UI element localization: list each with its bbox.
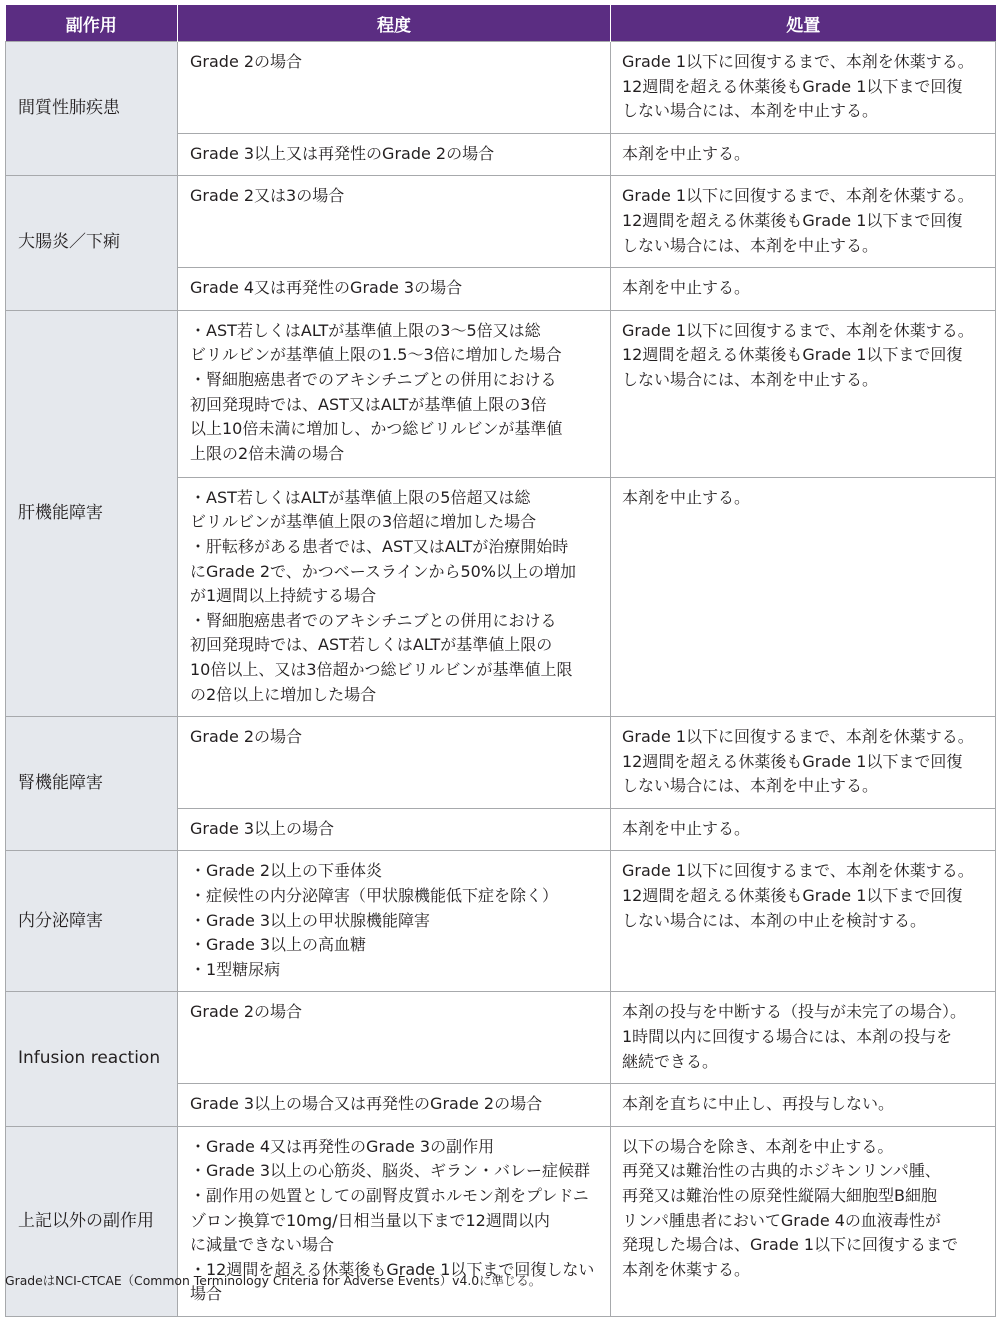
- cell-line: ・Grade 2以上の下垂体炎: [190, 861, 383, 881]
- adverse-event-category: 上記以外の副作用: [6, 1126, 178, 1316]
- severity-cell: [178, 133, 611, 176]
- table-header-row: [6, 5, 996, 42]
- action-cell: [611, 717, 996, 809]
- action-cell: [611, 1084, 996, 1127]
- cell-line: Grade 2の場合: [190, 1002, 303, 1022]
- action-cell: [611, 176, 996, 268]
- cell-line: しない場合には、本剤を中止する。: [622, 235, 879, 255]
- cell-line: 発現した場合は、Grade 1以下に回復するまで: [622, 1235, 959, 1255]
- severity-cell: [178, 717, 611, 809]
- table-row: [6, 717, 996, 809]
- cell-line: ・1型糖尿病: [190, 959, 281, 979]
- cell-line: 1時間以内に回復する場合には、本剤の投与を: [622, 1027, 953, 1047]
- cell-line: ゾロン換算で10mg/日相当量以下まで12週間以内: [190, 1210, 550, 1230]
- header-adverse-event: 副作用: [6, 5, 178, 42]
- cell-line: 以下の場合を除き、本剤を中止する。: [622, 1136, 894, 1156]
- severity-cell: [178, 42, 611, 134]
- adverse-event-category: 間質性肺疾患: [6, 42, 178, 176]
- cell-line: しない場合には、本剤を中止する。: [622, 101, 879, 121]
- adverse-event-category: Infusion reaction: [6, 992, 178, 1126]
- action-cell: [611, 992, 996, 1084]
- table-body: [6, 42, 996, 1317]
- table-row: [6, 42, 996, 134]
- table-row: [6, 176, 996, 268]
- severity-cell: [178, 992, 611, 1084]
- cell-line: ・症候性の内分泌障害（甲状腺機能低下症を除く）: [190, 886, 559, 906]
- cell-line: 12週間を超える休薬後もGrade 1以下まで回復: [622, 210, 963, 230]
- cell-line: 本剤を中止する。: [622, 487, 751, 507]
- action-cell: [611, 42, 996, 134]
- cell-line: ・副作用の処置としての副腎皮質ホルモン剤をプレドニ: [190, 1186, 589, 1205]
- cell-line: Grade 1以下に回復するまで、本剤を休薬する。: [622, 52, 974, 71]
- action-cell: [611, 808, 996, 851]
- cell-line: ・AST若しくはALTが基準値上限の5倍超又は総: [190, 487, 531, 507]
- cell-line: 本剤を中止する。: [622, 278, 751, 298]
- cell-line: にGrade 2で、かつベースラインから50%以上の増加: [190, 561, 577, 581]
- cell-line: ビリルビンが基準値上限の1.5～3倍に増加した場合: [190, 345, 562, 365]
- severity-cell: [178, 176, 611, 268]
- cell-line: 再発又は難治性の古典的ホジキンリンパ腫、: [622, 1161, 941, 1181]
- table-row: [6, 851, 996, 992]
- cell-line: 12週間を超える休薬後もGrade 1以下まで回復: [622, 76, 963, 96]
- adverse-event-category: 肝機能障害: [6, 310, 178, 716]
- adverse-event-category: 大腸炎／下痢: [6, 176, 178, 310]
- cell-line: ・Grade 3以上の甲状腺機能障害: [190, 910, 431, 930]
- cell-line: ・肝転移がある患者では、AST又はALTが治療開始時: [190, 536, 569, 556]
- cell-line: 本剤の投与を中断する（投与が未完了の場合）。: [622, 1002, 967, 1022]
- header-severity: 程度: [178, 5, 611, 42]
- cell-line: ・12週間を超える休薬後もGrade 1以下まで回復しない: [190, 1259, 595, 1279]
- severity-cell: [178, 808, 611, 851]
- cell-line: 継続できる。: [622, 1051, 719, 1071]
- action-cell: [611, 133, 996, 176]
- cell-line: ・腎細胞癌患者でのアキシチニブとの併用における: [190, 369, 557, 389]
- cell-line: しない場合には、本剤の中止を検討する。: [622, 910, 927, 930]
- severity-cell: [178, 310, 611, 477]
- cell-line: Grade 1以下に回復するまで、本剤を休薬する。: [622, 320, 974, 340]
- cell-line: 10倍以上、又は3倍超かつ総ビリルビンが基準値上限: [190, 659, 573, 679]
- footnote: GradeはNCI-CTCAE（Common Terminology Criteria for Adverse Events）v4.0に準じる。: [5, 1273, 542, 1288]
- cell-line: 場合: [190, 1284, 223, 1304]
- severity-cell: [178, 851, 611, 992]
- cell-line: Grade 3以上の場合又は再発性のGrade 2の場合: [190, 1094, 543, 1114]
- cell-line: Grade 3以上又は再発性のGrade 2の場合: [190, 143, 495, 163]
- table-row: [6, 310, 996, 477]
- cell-line: Grade 1以下に回復するまで、本剤を休薬する。: [622, 186, 974, 206]
- cell-line: Grade 2又は3の場合: [190, 186, 345, 206]
- cell-line: ・Grade 3以上の高血糖: [190, 935, 367, 955]
- action-cell: [611, 477, 996, 716]
- cell-line: 12週間を超える休薬後もGrade 1以下まで回復: [622, 751, 963, 771]
- cell-line: ・AST若しくはALTが基準値上限の3～5倍又は総: [190, 320, 541, 340]
- cell-line: 以上10倍未満に増加し、かつ総ビリルビンが基準値: [190, 419, 563, 439]
- cell-line: リンパ腫患者においてGrade 4の血液毒性が: [622, 1210, 941, 1230]
- cell-line: 12週間を超える休薬後もGrade 1以下まで回復: [622, 345, 963, 365]
- action-cell: [611, 851, 996, 992]
- cell-line: 本剤を休薬する。: [622, 1259, 751, 1279]
- cell-line: に減量できない場合: [190, 1235, 335, 1255]
- cell-line: Grade 1以下に回復するまで、本剤を休薬する。: [622, 861, 974, 881]
- cell-line: 12週間を超える休薬後もGrade 1以下まで回復: [622, 886, 963, 906]
- adverse-event-category: 内分泌障害: [6, 851, 178, 992]
- severity-cell: [178, 268, 611, 311]
- severity-cell: [178, 477, 611, 716]
- cell-line: Grade 2の場合: [190, 52, 303, 71]
- cell-line: しない場合には、本剤を中止する。: [622, 776, 879, 796]
- cell-line: 初回発現時では、AST若しくはALTが基準値上限の: [190, 635, 553, 655]
- cell-line: しない場合には、本剤を中止する。: [622, 369, 879, 389]
- cell-line: Grade 2の場合: [190, 727, 303, 747]
- cell-line: 上限の2倍未満の場合: [190, 443, 345, 463]
- action-cell: [611, 268, 996, 311]
- action-cell: [611, 310, 996, 477]
- cell-line: ビリルビンが基準値上限の3倍超に増加した場合: [190, 512, 537, 532]
- cell-line: が1週間以上持続する場合: [190, 586, 377, 606]
- table-row: [6, 992, 996, 1084]
- cell-line: Grade 1以下に回復するまで、本剤を休薬する。: [622, 727, 974, 747]
- severity-cell: [178, 1084, 611, 1127]
- cell-line: 本剤を中止する。: [622, 818, 751, 838]
- adverse-event-category: 腎機能障害: [6, 717, 178, 851]
- cell-line: の2倍以上に増加した場合: [190, 684, 377, 704]
- cell-line: ・Grade 4又は再発性のGrade 3の副作用: [190, 1136, 495, 1156]
- adverse-event-table: [5, 5, 996, 1317]
- cell-line: ・腎細胞癌患者でのアキシチニブとの併用における: [190, 610, 557, 630]
- cell-line: Grade 3以上の場合: [190, 818, 335, 838]
- action-cell: [611, 1126, 996, 1316]
- cell-line: 本剤を中止する。: [622, 143, 751, 163]
- cell-line: 再発又は難治性の原発性縦隔大細胞型B細胞: [622, 1186, 937, 1205]
- cell-line: 本剤を直ちに中止し、再投与しない。: [622, 1094, 895, 1114]
- header-action: 処置: [611, 5, 996, 42]
- cell-line: 初回発現時では、AST又はALTが基準値上限の3倍: [190, 394, 547, 414]
- cell-line: ・Grade 3以上の心筋炎、脳炎、ギラン・バレー症候群: [190, 1161, 591, 1181]
- cell-line: Grade 4又は再発性のGrade 3の場合: [190, 278, 463, 298]
